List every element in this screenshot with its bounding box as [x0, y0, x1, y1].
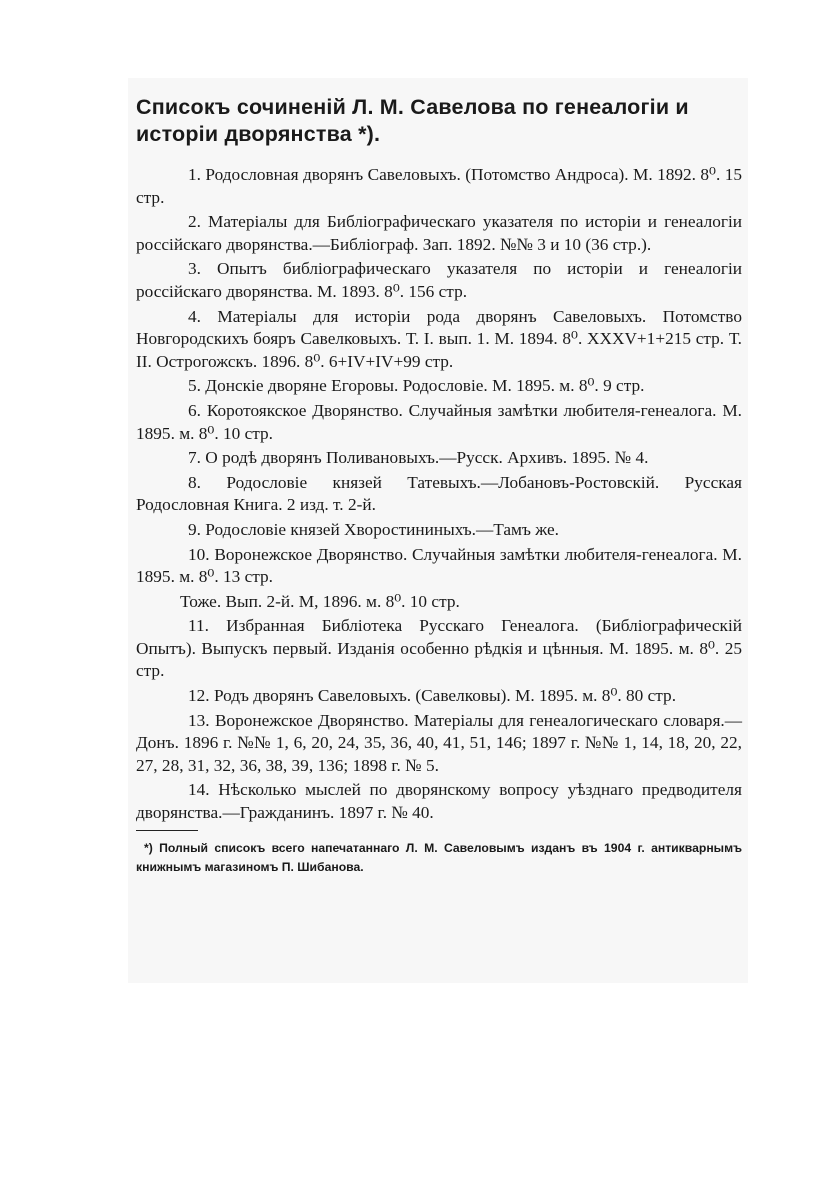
entry-text: Матеріалы для Библіографическаго указателя по исторіи и генеалогіи россійскаго дворянства.—Библіограф. Зап. 1892. №№ 3 и 10 (36 стр.). — [136, 212, 742, 254]
list-item — [136, 615, 742, 683]
entry-number: 8. — [188, 472, 201, 492]
entry-text: Родословная дворянъ Савеловыхъ. (Потомство Андроса). М. 1892. 8⁰. 15 стр. — [136, 165, 742, 207]
entry-text: Родословіе князей Татевыхъ.—Лобановъ-Ростовскій. Русская Родословная Книга. 2 изд. т. 2-й. — [136, 472, 743, 515]
footnote: *) Полный списокъ всего напечатаннаго Л. М. Савеловымъ изданъ въ 1904 г. антикварнымъ книжнымъ магазиномъ П. Шибанова. — [136, 841, 742, 874]
list-item — [136, 211, 742, 256]
entry-text: Нѣсколько мыслей по дворянскому вопросу уѣзднаго предводителя дворянства.—Гражданинъ. 1897 г. № 40. — [136, 780, 742, 823]
list-item — [136, 685, 742, 708]
list-item — [136, 591, 742, 614]
entry-number: 6. — [188, 400, 201, 420]
entry-text: Донскіе дворяне Егоровы. Родословіе. М. 1895. м. 8⁰. 9 стр. — [205, 376, 645, 396]
list-item — [136, 710, 742, 778]
entry-number: 3. — [188, 259, 201, 279]
list-item — [136, 519, 742, 542]
entry-text: Тоже. Вып. 2-й. М, 1896. м. 8⁰. 10 стр. — [180, 591, 460, 611]
entry-text: Родъ дворянъ Савеловыхъ. (Савелковы). М. 1895. м. 8⁰. 80 стр. — [213, 686, 677, 706]
entry-number: 14. — [188, 780, 210, 800]
list-item — [136, 164, 742, 209]
entry-number: 1. — [188, 165, 201, 184]
entry-number: 11. — [188, 616, 209, 636]
entry-number: 7. — [188, 448, 201, 468]
page-title: Списокъ сочиненій Л. М. Савелова по генеалогіи и исторіи дворянства *). — [136, 95, 689, 146]
entry-number: 13. — [188, 710, 210, 730]
entry-number: 5. — [188, 376, 201, 396]
entry-text: О родѣ дворянъ Поливановыхъ.—Русск. Архивъ. 1895. № 4. — [205, 448, 649, 468]
entry-text: Родословіе князей Хворостининыхъ.—Тамъ же. — [205, 519, 559, 539]
footnote-divider — [136, 830, 198, 831]
list-item — [136, 306, 742, 374]
entry-text: Коротоякское Дворянство. Случайныя замѣтки любителя-генеалога. М. 1895. м. 8⁰. 10 стр. — [136, 400, 742, 443]
entry-text: Воронежское Дворянство. Матеріалы для генеалогическаго словаря.—Донъ. 1896 г. №№ 1, 6, 20, 24, 35, 36, 40, 41, 51, 146; 1897 г. №№ 1, 14, 18, 20, 22, 27, 28, 31, 32, 36, 38, 39, 136; 1898 г. № 5. — [136, 710, 742, 775]
list-item — [136, 472, 742, 517]
list-item — [136, 779, 742, 824]
entry-number: 10. — [188, 544, 210, 564]
list-item — [136, 375, 742, 398]
entry-text: Опытъ библіографическаго указателя по исторіи и генеалогіи россійскаго дворянства. М. 1893. 8⁰. 156 стр. — [136, 259, 742, 301]
entry-text: Воронежское Дворянство. Случайныя замѣтки любителя-генеалога. М. 1895. м. 8⁰. 13 стр. — [136, 544, 742, 587]
list-item — [136, 544, 742, 589]
entry-text: Избранная Библіотека Русскаго Генеалога. (Библіографическій Опытъ). Выпускъ первый. Изданія особенно рѣдкія и цѣнныя. М. 1895. м. 8⁰. 25 стр. — [136, 616, 742, 681]
entry-text: Матеріалы для исторіи рода дворянъ Савеловыхъ. Потомство Новгородскихъ бояръ Савелковыхъ. Т. I. вып. 1. М. 1894. 8⁰. XXXV+1+215 стр. Т. II. Острогожскъ. 1896. 8⁰. 6+IV+IV+99 стр. — [136, 306, 742, 371]
list-item — [136, 400, 742, 445]
entry-number: 9. — [188, 519, 201, 539]
list-item — [136, 447, 742, 470]
entry-number: 4. — [188, 306, 201, 326]
list-item — [136, 258, 742, 303]
entry-number: 2. — [188, 212, 201, 232]
bibliography-list — [136, 164, 742, 827]
entry-number: 12. — [188, 686, 210, 706]
